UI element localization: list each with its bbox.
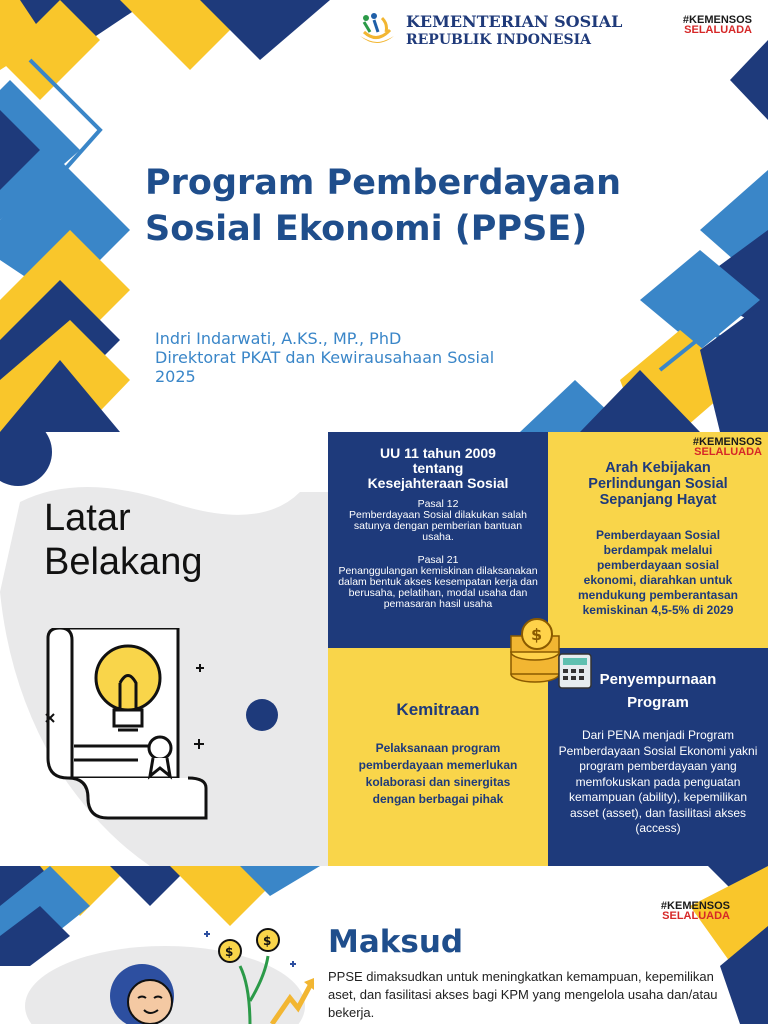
growth-person-icon: [100, 916, 320, 1024]
article-title: Pasal 21: [417, 554, 459, 566]
heading-line: Perlindungan Sosial: [588, 476, 728, 492]
logo-line1: KEMENTERIAN SOSIAL: [406, 12, 623, 31]
purpose-title: Maksud: [328, 924, 464, 960]
logo-line2: REPUBLIK INDONESIA: [406, 32, 591, 48]
coins-calculator-icon: [505, 614, 595, 694]
background-slide: [0, 432, 768, 866]
svg-text:$: $: [225, 945, 234, 959]
quadrant-body: Pemberdayaan Sosial berdampak melalui pemberdayaan sosial ekonomi, diarahkan untuk mendukung pemberantasan kemiskinan 4,5-5% di 2029: [577, 528, 739, 617]
quadrant-body: Pelaksanaan program pemberdayaan memerlukan kolaborasi dan sinergitas dengan berbagai pihak: [358, 741, 518, 806]
quadrant-body: Dari PENA menjadi Program Pemberdayaan Sosial Ekonomi yakni program pemberdayaan yang memfokuskan pada penguatan kemampuan (ability), kepemilikan asset (asset), dan fasilitasi akses (access): [558, 728, 758, 835]
article-text: Pemberdayaan Sosial dilakukan salah satunya dengan pemberian bantuan usaha.: [348, 509, 528, 543]
ministry-emblem-icon: [356, 10, 398, 52]
hashtag-top: #KEMENSOS: [692, 436, 762, 448]
author-name: Indri Indarwati, A.KS., MP., PhD: [155, 329, 402, 348]
heading-line: Program: [627, 694, 689, 711]
quadrant-heading: [548, 460, 768, 508]
article-title: Pasal 12: [417, 498, 459, 510]
quadrant-body: [338, 499, 538, 610]
heading-line: Arah Kebijakan: [605, 460, 711, 476]
heading-line: UU 11 tahun 2009: [380, 445, 496, 461]
heading-line: Penyempurnaan: [599, 671, 717, 688]
section-title-line1: Latar: [44, 497, 131, 539]
presentation-year: 2025: [155, 367, 196, 386]
page-title: [145, 160, 705, 252]
heading-line: Kesejahteraan Sosial: [367, 475, 509, 491]
heading-line: tentang: [412, 460, 464, 476]
title-line1: Program Pemberdayaan: [145, 163, 622, 203]
hashtag-bottom: SELALUADA: [662, 910, 730, 922]
quadrant-heading: Kemitraan: [396, 700, 480, 719]
hashtag-badge: [693, 437, 762, 457]
ministry-logo: [356, 10, 622, 52]
directorate-name: Direktorat PKAT dan Kewirausahaan Sosial: [155, 348, 495, 367]
hashtag-badge: [683, 15, 752, 35]
section-title: [44, 496, 202, 584]
article-text: Penanggulangan kemiskinan dilaksanakan dalam bentuk akses kesempatan kerja dan berusaha, pelatihan, modal usaha dan pemasaran hasil usaha: [338, 565, 538, 610]
title-slide: [0, 0, 768, 432]
svg-text:$: $: [263, 934, 272, 948]
quadrant-heading: [328, 446, 548, 491]
purpose-text: PPSE dimaksudkan untuk meningkatkan kemampuan, kepemilikan aset, dan fasilitasi akses bagi KPM yang mengelola usaha dan/atau bekerja.: [328, 969, 718, 1020]
hashtag-top: #KEMENSOS: [660, 900, 730, 912]
hashtag-badge: [661, 901, 730, 921]
hashtag-top: #KEMENSOS: [682, 14, 752, 26]
hashtag-bottom: SELALUADA: [684, 24, 752, 36]
purpose-slide: [0, 866, 768, 1024]
hashtag-bottom: SELALUADA: [694, 446, 762, 458]
svg-text:$: $: [531, 625, 543, 644]
section-title-line2: Belakang: [44, 541, 203, 583]
certificate-lightbulb-icon: [38, 628, 218, 828]
presenter-info: [155, 329, 575, 386]
heading-line: Sepanjang Hayat: [599, 492, 717, 508]
title-line2: Sosial Ekonomi (PPSE): [145, 209, 588, 249]
